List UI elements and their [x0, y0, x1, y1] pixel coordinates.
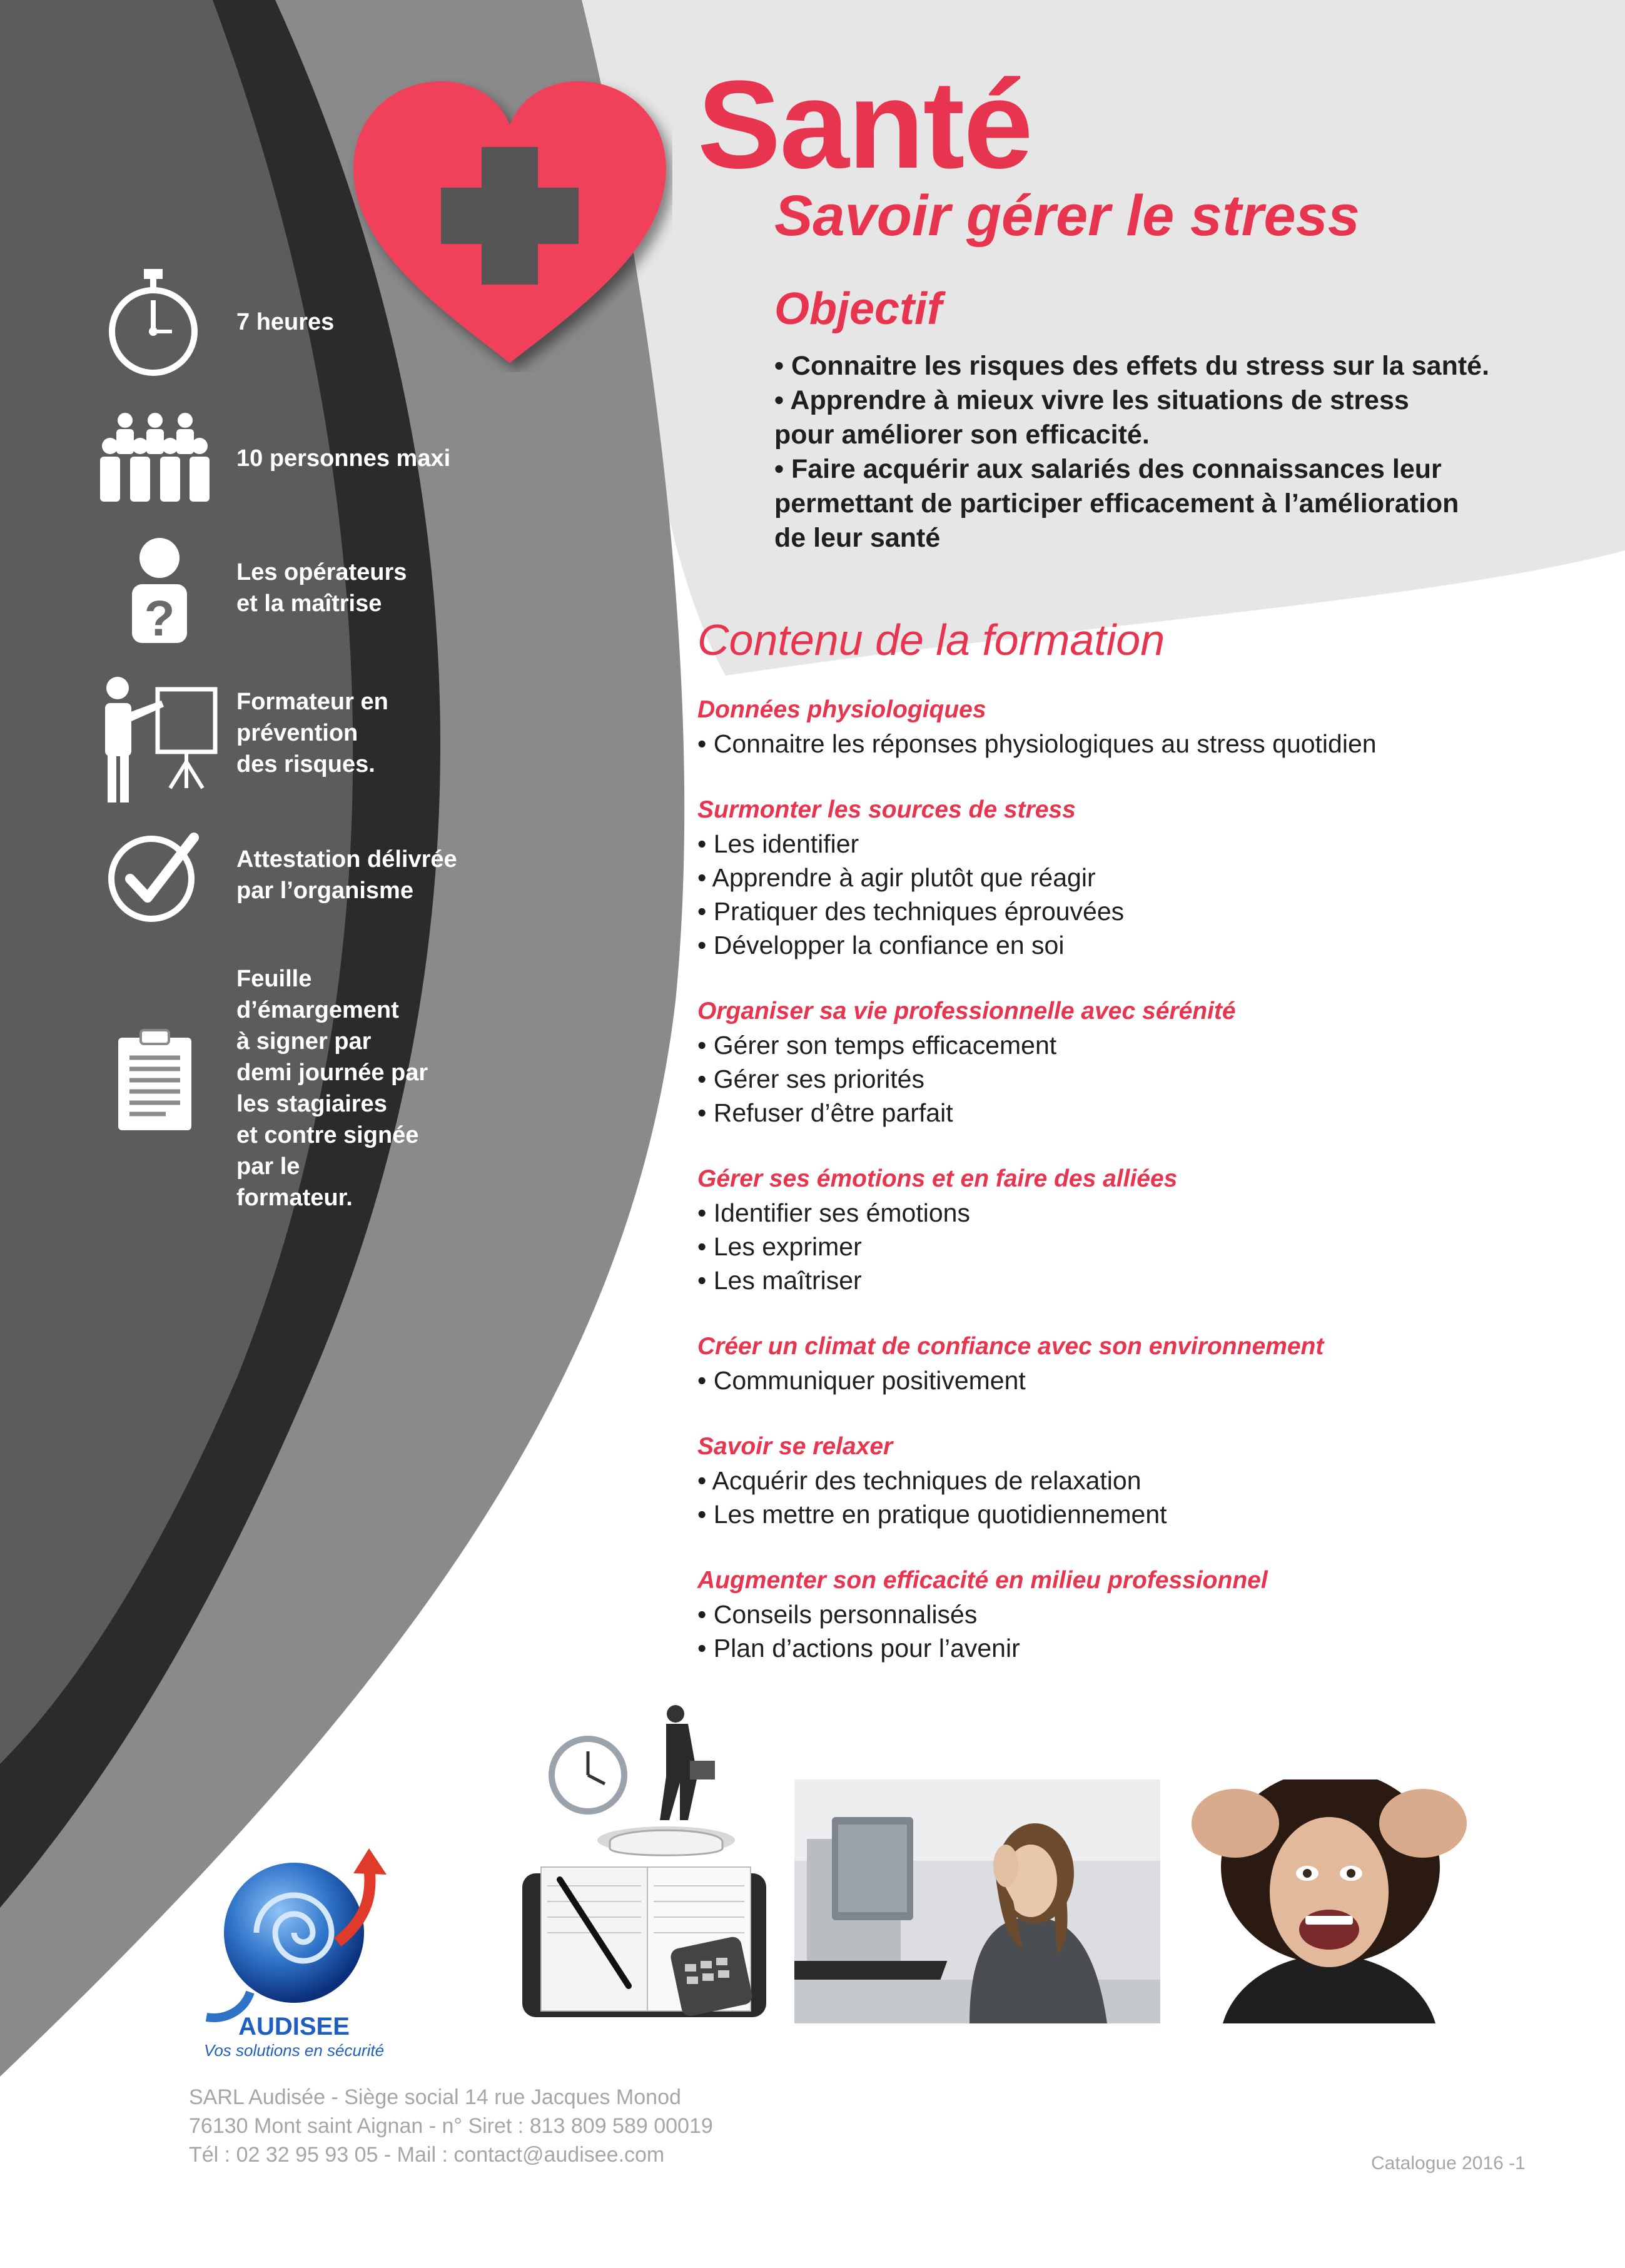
section-heading: Gérer ses émotions et en faire des alliées [697, 1165, 1178, 1192]
sidebar-text-line: formateur. [236, 1185, 353, 1211]
section-heading: Créer un climat de confiance avec son environnement [697, 1333, 1324, 1360]
sidebar-item-text [236, 844, 499, 906]
content-section [697, 793, 1511, 962]
section-item: • Identifier ses émotions [697, 1198, 970, 1227]
section-item: • Les identifier [697, 829, 859, 858]
stopwatch-icon [100, 269, 206, 378]
section-heading: Savoir se relaxer [697, 1433, 893, 1460]
section-item: • Plan d’actions pour l’avenir [697, 1634, 1020, 1663]
content-body [697, 693, 1511, 1698]
logo-name: AUDISEE [238, 2013, 350, 2040]
sidebar-text-line: Attestation délivrée [236, 846, 457, 873]
sidebar-text-line: les stagiaires [236, 1091, 387, 1117]
sidebar-item-text [236, 306, 499, 338]
group-icon [100, 412, 210, 505]
objective-title: Objectif [774, 284, 943, 334]
footer-line: SARL Audisée - Siège social 14 rue Jacques Monod [189, 2085, 681, 2109]
sidebar-text-line: Formateur en [236, 689, 388, 715]
objective-line: • Apprendre à mieux vivre les situations de stress [774, 385, 1409, 415]
section-item: • Connaitre les réponses physiologiques au stress quotidien [697, 729, 1377, 758]
footer-address [189, 2083, 713, 2169]
objective-line: pour améliorer son efficacité. [774, 420, 1150, 450]
content-section [697, 1330, 1511, 1397]
section-heading: Données physiologiques [697, 696, 986, 723]
section-item: • Conseils personnalisés [697, 1600, 978, 1629]
section-item: • Communiquer positivement [697, 1366, 1026, 1395]
objective-line: de leur santé [774, 523, 941, 553]
time-management-photo [516, 1701, 779, 2020]
content-section [697, 1564, 1511, 1665]
trainer-board-icon [100, 676, 219, 804]
objective-text [774, 349, 1544, 555]
svg-text:?: ? [144, 590, 175, 643]
section-item: • Apprendre à agir plutôt que réagir [697, 863, 1096, 892]
audisee-logo [181, 1848, 444, 2061]
person-question-icon [128, 537, 191, 643]
section-item: • Les mettre en pratique quotidiennement [697, 1500, 1167, 1529]
sidebar-text-line: 10 personnes maxi [236, 445, 451, 472]
section-item: • Gérer son temps efficacement [697, 1031, 1057, 1060]
sidebar-text-line: et la maîtrise [236, 590, 382, 617]
sidebar-item-text [236, 686, 499, 780]
sidebar-item-text [236, 557, 499, 619]
section-item: • Gérer ses priorités [697, 1065, 924, 1093]
section-item: • Les exprimer [697, 1232, 862, 1261]
content-title: Contenu de la formation [697, 615, 1165, 664]
section-item: • Développer la confiance en soi [697, 931, 1065, 959]
catalogue-label: Catalogue 2016 -1 [1371, 2153, 1526, 2174]
objective-line: permettant de participer efficacement à l’amélioration [774, 489, 1459, 519]
sidebar-text-line: et contre signée [236, 1122, 419, 1148]
footer-line: Tél : 02 32 95 93 05 - Mail : contact@audisee.com [189, 2143, 665, 2167]
checkmark-circle-icon [106, 829, 203, 926]
content-section [697, 1430, 1511, 1531]
sidebar-item-text [236, 443, 499, 474]
page-title: Santé [697, 55, 1032, 195]
sidebar-text-line: d’émargement [236, 997, 399, 1023]
section-item: • Acquérir des techniques de relaxation [697, 1466, 1142, 1495]
sidebar-text-line: 7 heures [236, 309, 335, 335]
section-item: • Refuser d’être parfait [697, 1098, 953, 1127]
logo-tagline: Vos solutions en sécurité [203, 2041, 385, 2060]
sidebar-text-line: à signer par [236, 1028, 372, 1055]
stressed-woman-photo [1160, 1779, 1498, 2023]
sidebar-item-text [236, 963, 499, 1213]
content-section [697, 1162, 1511, 1297]
sidebar-text-line: prévention [236, 720, 358, 746]
stressed-office-woman-photo [794, 1779, 1160, 2023]
sidebar-text-line: par le [236, 1153, 300, 1180]
section-heading: Organiser sa vie professionnelle avec sérénité [697, 998, 1236, 1025]
content-section [697, 693, 1511, 761]
section-item: • Les maîtriser [697, 1266, 862, 1295]
objective-line: • Faire acquérir aux salariés des connaissances leur [774, 454, 1442, 484]
page-subtitle: Savoir gérer le stress [774, 184, 1360, 248]
sidebar-text-line: des risques. [236, 751, 375, 777]
section-heading: Surmonter les sources de stress [697, 796, 1076, 823]
sidebar-text-line: Feuille [236, 966, 312, 992]
sidebar-text-line: Les opérateurs [236, 559, 407, 585]
section-heading: Augmenter son efficacité en milieu professionnel [697, 1567, 1268, 1594]
footer-line: 76130 Mont saint Aignan - n° Siret : 813 809 589 00019 [189, 2114, 713, 2138]
content-section [697, 995, 1511, 1130]
objective-line: • Connaitre les risques des effets du stress sur la santé. [774, 351, 1490, 381]
sidebar-text-line: demi journée par [236, 1060, 428, 1086]
sidebar-text-line: par l’organisme [236, 878, 413, 904]
section-item: • Pratiquer des techniques éprouvées [697, 897, 1125, 926]
clipboard-icon [116, 1029, 194, 1132]
